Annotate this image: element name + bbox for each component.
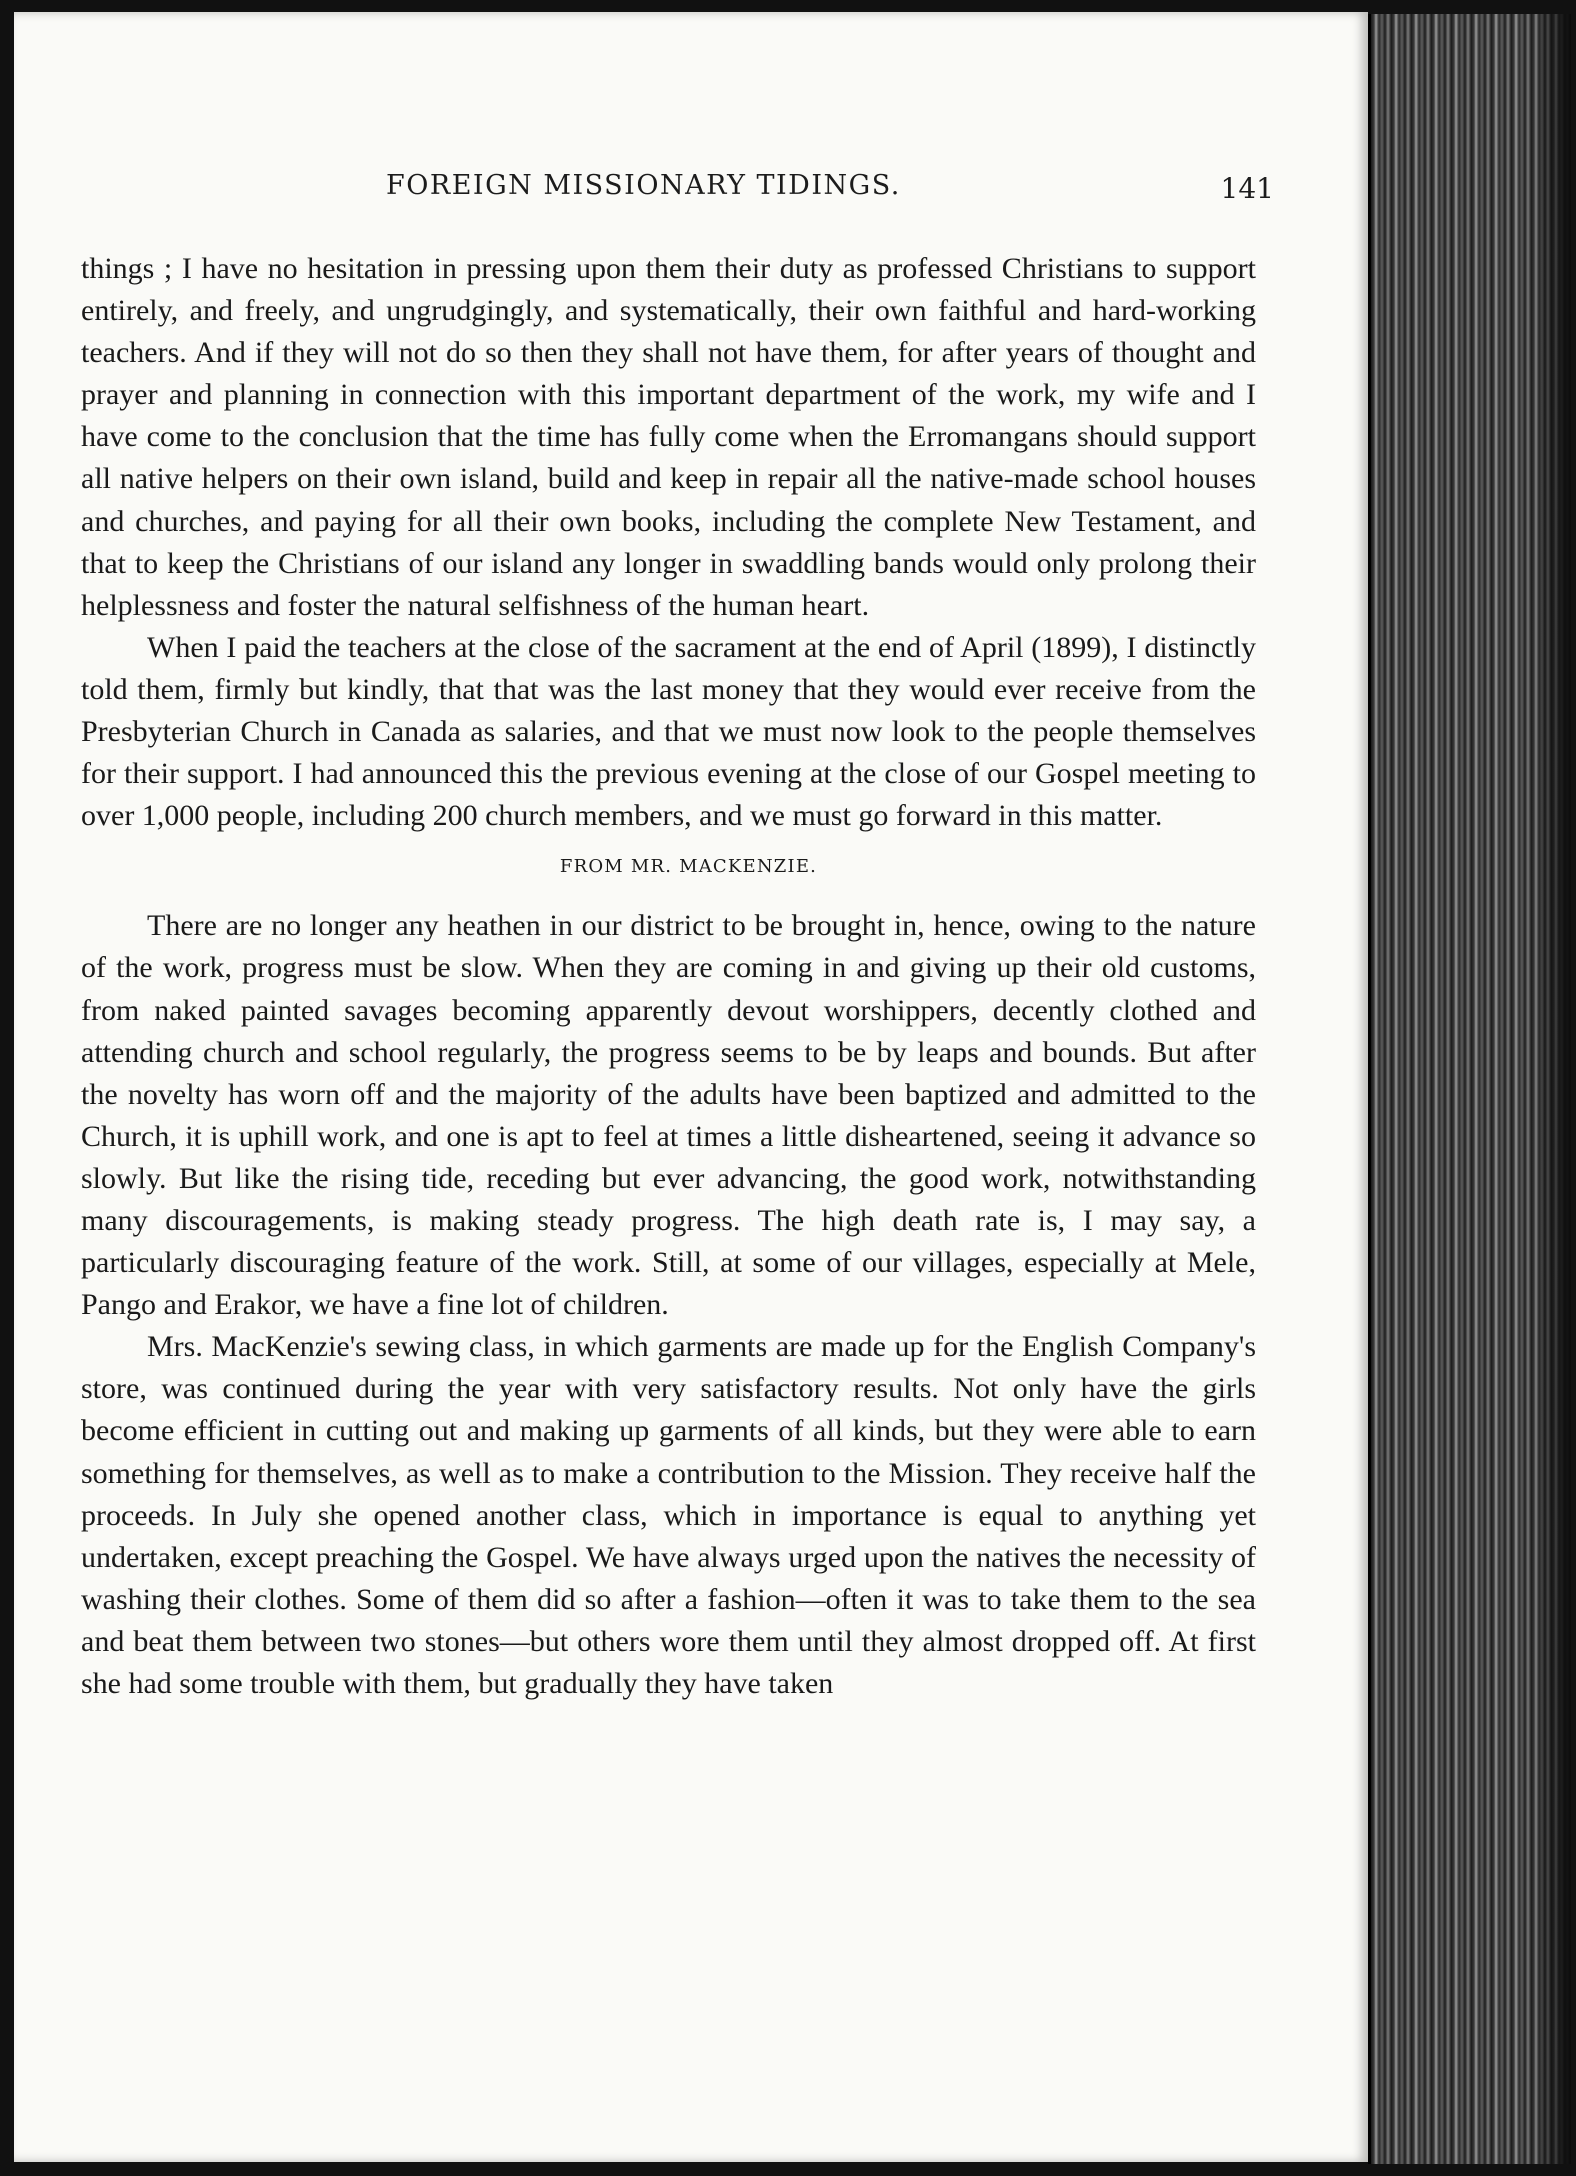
paragraph: Mrs. MacKenzie's sewing class, in which garments are made up for the English Company's store, was continued during the year with very satisfactory results. Not only have the girls become efficient in cutting out and making up garments of all kinds, but they were able to earn something for themselves, as well as to make a contribution to the Mission. They receive half the proceeds. In July she opened another class, which in importance is equal to anything yet undertaken, except preaching the Gospel. We have always urged upon the natives the necessity of washing their clothes. Some of them did so after a fashion—often it was to take them to the sea and beat them between two stones—but others wore them until they almost dropped off. At first she had some trouble with them, but gradually they have taken <box>81 1330 1256 1700</box>
book-page <box>14 12 1368 2162</box>
running-head <box>74 170 1274 210</box>
body-text <box>81 248 1256 1705</box>
paragraph-continued: things ; I have no hesitation in pressing upon them their duty as professed Christians to support entirely, and freely, and ungrudgingly, and systematically, their own faithful and hard-working teachers. And if they will not do so then they shall not have them, for after years of thought and prayer and planning in connection with this important department of the work, my wife and I have come to the conclusion that the time has fully come when the Erromangans should support all native helpers on their own island, build and keep in repair all the native-made school houses and churches, and paying for all their own books, including the complete New Testament, and that to keep the Christians of our island any longer in swaddling bands would only prolong their helplessness and foster the natural selfishness of the human heart. <box>81 252 1256 622</box>
stacked-page-edges <box>1368 14 1571 2164</box>
paragraph: There are no longer any heathen in our district to be brought in, hence, owing to the nature of the work, progress must be slow. When they are coming in and giving up their old customs, from naked painted savages becoming apparently devout worshippers, decently clothed and attending church and school regularly, the progress seems to be by leaps and bounds. But after the novelty has worn off and the majority of the adults have been baptized and admitted to the Church, it is uphill work, and one is apt to feel at times a little disheartened, seeing it advance so slowly. But like the rising tide, receding but ever advancing, the good work, notwithstanding many discouragements, is making steady progress. The high death rate is, I may say, a particularly discouraging feature of the work. Still, at some of our villages, especially at Mele, Pango and Erakor, we have a fine lot of children. <box>81 909 1256 1322</box>
paragraph: When I paid the teachers at the close of the sacrament at the end of April (1899), I distinctly told them, firmly but kindly, that that was the last money that they would ever receive from the Presbyterian Church in Canada as salaries, and that we must now look to the people themselves for their support. I had announced this the previous evening at the close of our Gospel meeting to over 1,000 people, including 200 church members, and we must go forward in this matter. <box>81 630 1256 833</box>
page-number: 141 <box>1220 172 1274 205</box>
running-title: FOREIGN MISSIONARY TIDINGS. <box>386 170 901 201</box>
section-heading: FROM MR. MACKENZIE. <box>559 856 818 878</box>
